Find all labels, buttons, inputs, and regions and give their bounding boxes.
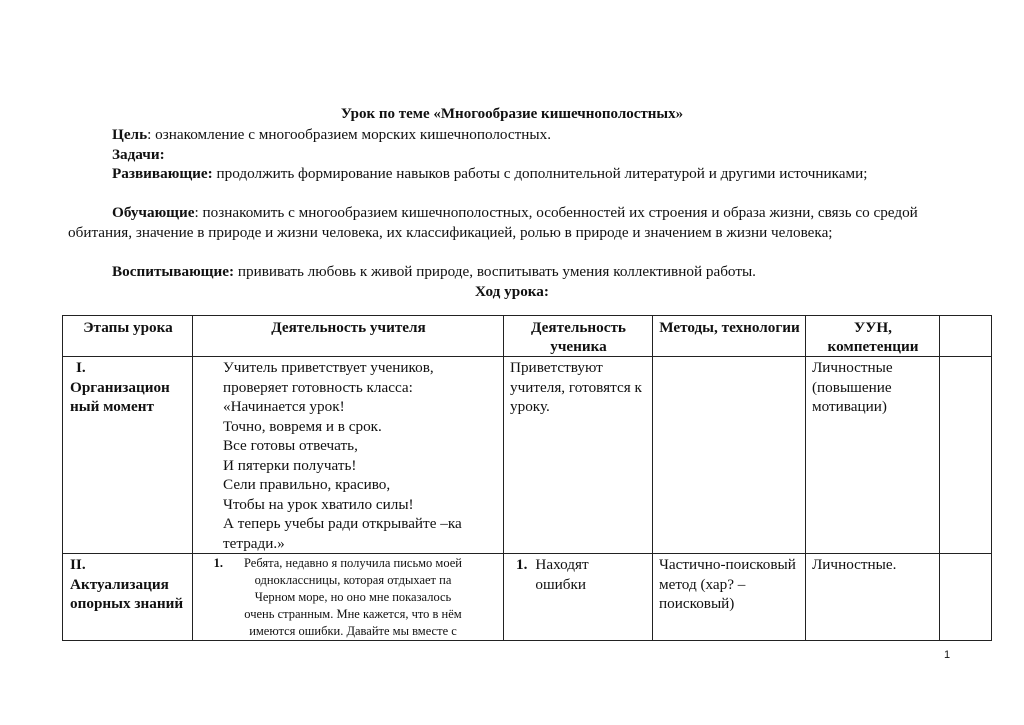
teaching-paragraph (68, 203, 960, 242)
header-methods: Методы, технологии (653, 316, 806, 357)
teacher-line: имеются ошибки. Давайте мы вместе с (249, 624, 457, 638)
stage-number: II. (70, 556, 86, 573)
methods-cell: Частично-поисковый метод (хар? – поисковый) (653, 554, 806, 641)
teacher-line: А теперь учебы ради открывайте –ка (223, 515, 462, 532)
developing-label: Развивающие: (112, 165, 213, 182)
methods-cell (653, 357, 806, 554)
header-extra (940, 316, 992, 357)
student-cell (504, 554, 653, 641)
goal-paragraph (68, 125, 1004, 145)
extra-cell (940, 357, 992, 554)
educating-text: прививать любовь к живой природе, воспитывать умения коллективной работы. (234, 263, 756, 280)
lesson-heading: Ход урока: (475, 283, 549, 300)
teacher-line: проверяет готовность класса: (223, 378, 413, 396)
teacher-line: Все готовы отвечать, (223, 437, 358, 454)
table-header-row (63, 316, 992, 357)
teaching-text: : познакомить с многообразием кишечнополостных, особенностей их строения и образа жизни, связь со средой обитания, значение в природе и жизни человека, их классификацией, ролью в природе и значением в жизни человека; (68, 204, 918, 241)
teacher-line: тетради.» (223, 534, 285, 552)
teacher-list-number: 1. (213, 556, 223, 570)
stage-number: I. (76, 359, 86, 376)
stage-cell (63, 554, 193, 641)
teacher-line: И пятерки получать! (223, 456, 357, 474)
goal-text: : ознакомление с многообразием морских кишечнополостных. (147, 126, 552, 143)
stage-cell (63, 357, 193, 554)
teacher-line: Учитель приветствует учеников, (223, 359, 434, 376)
header-stages: Этапы урока (63, 316, 193, 357)
competence-cell: Личностные (повышение мотивации) (806, 357, 940, 554)
student-text: Находят ошибки (535, 556, 589, 593)
teacher-line: Сели правильно, красиво, (223, 476, 391, 493)
teacher-line: очень странным. Мне кажется, что в нём (244, 607, 462, 621)
header-teacher: Деятельность учителя (193, 316, 504, 357)
lesson-table (62, 315, 992, 641)
tasks-label: Задачи: (112, 146, 165, 163)
competence-cell: Личностные. (806, 554, 940, 641)
teacher-line: Ребята, недавно я получила письмо моей (244, 556, 462, 570)
teacher-cell (193, 554, 504, 641)
header-student: Деятельность ученика (504, 316, 653, 357)
stage-name: Актуализация опорных знаний (70, 575, 184, 612)
teacher-line: Чтобы на урок хватило силы! (223, 495, 414, 513)
teacher-line: одноклассницы, которая отдыхает па (254, 573, 452, 587)
student-cell: Приветствуют учителя, готовятся к уроку. (504, 357, 653, 554)
teacher-line: «Начинается урок! (223, 398, 345, 415)
goal-label: Цель (112, 126, 148, 143)
educating-label: Воспитывающие: (112, 263, 235, 280)
developing-text: продолжить формирование навыков работы с дополнительной литературой и другими источниками; (212, 165, 868, 182)
page-number: 1 (944, 649, 951, 661)
developing-paragraph (68, 164, 960, 184)
document-title: Урок по теме «Многообразие кишечнополостных» (340, 106, 684, 122)
teacher-cell (193, 357, 504, 554)
teacher-line: Точно, вовремя и в срок. (223, 417, 382, 435)
stage-name: Организацион ный момент (70, 378, 170, 415)
teacher-line: Черном море, но оно мне показалось (254, 590, 452, 604)
table-row (63, 357, 992, 554)
student-list-number: 1. (516, 556, 528, 573)
teaching-label: Обучающие (112, 204, 195, 221)
header-competence: УУН, компетенции (806, 316, 940, 357)
table-row (63, 554, 992, 641)
educating-paragraph (68, 262, 960, 282)
extra-cell (940, 554, 992, 641)
